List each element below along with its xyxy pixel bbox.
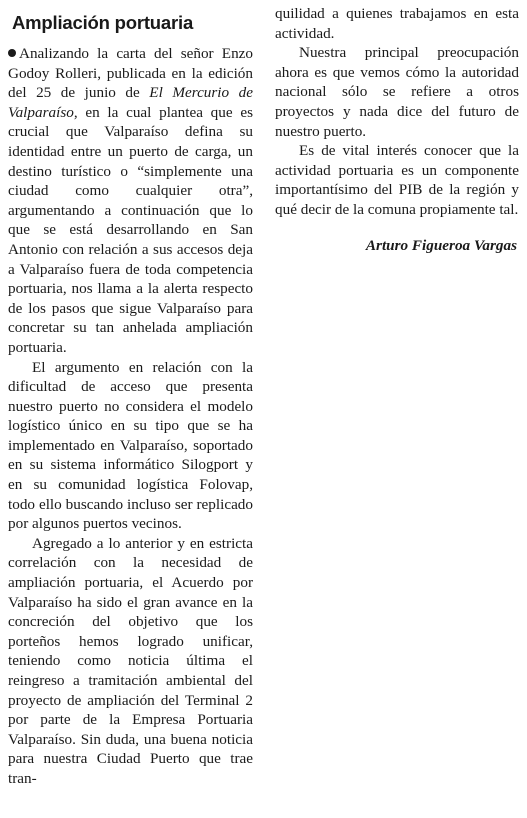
author-signature: Arturo Figueroa Vargas: [365, 236, 517, 254]
paragraph-3: Agregado a lo anterior y en estricta correlación con la necesidad de ampliación portuaria, el Acuerdo por Valparaíso ha sido el gran avance en la concreción del objetivo que los porteños hemos logrado unificar, teniendo como noticia última el reingreso a tramitación ambiental del proyecto de ampliación del Terminal 2 por parte de la Empresa Portuaria Valparaíso. Sin duda, una buena noticia para nuestra Ciudad Puerto que trae tran-: [8, 534, 253, 787]
paragraph-2: El argumento en relación con la dificultad de acceso que presenta nuestro puerto no considera el modelo logístico único en su tipo que se ha implementado en Valparaíso, soportado en su sistema informático Silogport y en su comunidad logística Folovap, todo ello buscando incluso ser replicado por algunos puertos vecinos.: [8, 358, 253, 533]
right-column: [275, 0, 519, 255]
paragraph-4: Nuestra principal preocupación ahora es que vemos cómo la autoridad nacional sólo se refiere a otros proyectos y nada dice del futuro de nuestro puerto.: [275, 44, 519, 140]
publication-name: El Mercurio de Valparaíso: [8, 84, 253, 121]
paragraph-1-part-a: Analizando la carta del señor Enzo Godoy Rolleri, publicada en la edición del 25 de junio de: [8, 45, 253, 102]
headline: Ampliación portuaria: [12, 12, 194, 33]
paragraph-1: [8, 44, 253, 358]
paragraph-5: Es de vital interés conocer que la actividad portuaria es un componente importantísimo del PIB de la región y qué decir de la comuna propiamente tal.: [275, 142, 519, 218]
bullet-icon: [8, 49, 16, 57]
paragraph-1-part-b: , en la cual plantea que es crucial que Valparaíso defina su identidad entre un puerto de carga, un destino turístico o “simplemente una ciudad como cualquier otra”, argumentando a continuación que lo que se está desarrollando en San Antonio con relación a sus accesos deja a Valparaíso fuera de toda competencia portuaria, nos llama a la alerta respecto de los pasos que sigue Valparaíso para concretar su tan anhelada ampliación portuaria.: [8, 103, 253, 356]
paragraph-3-continued: quilidad a quienes trabajamos en esta actividad.: [275, 5, 519, 42]
left-column: [8, 0, 253, 789]
